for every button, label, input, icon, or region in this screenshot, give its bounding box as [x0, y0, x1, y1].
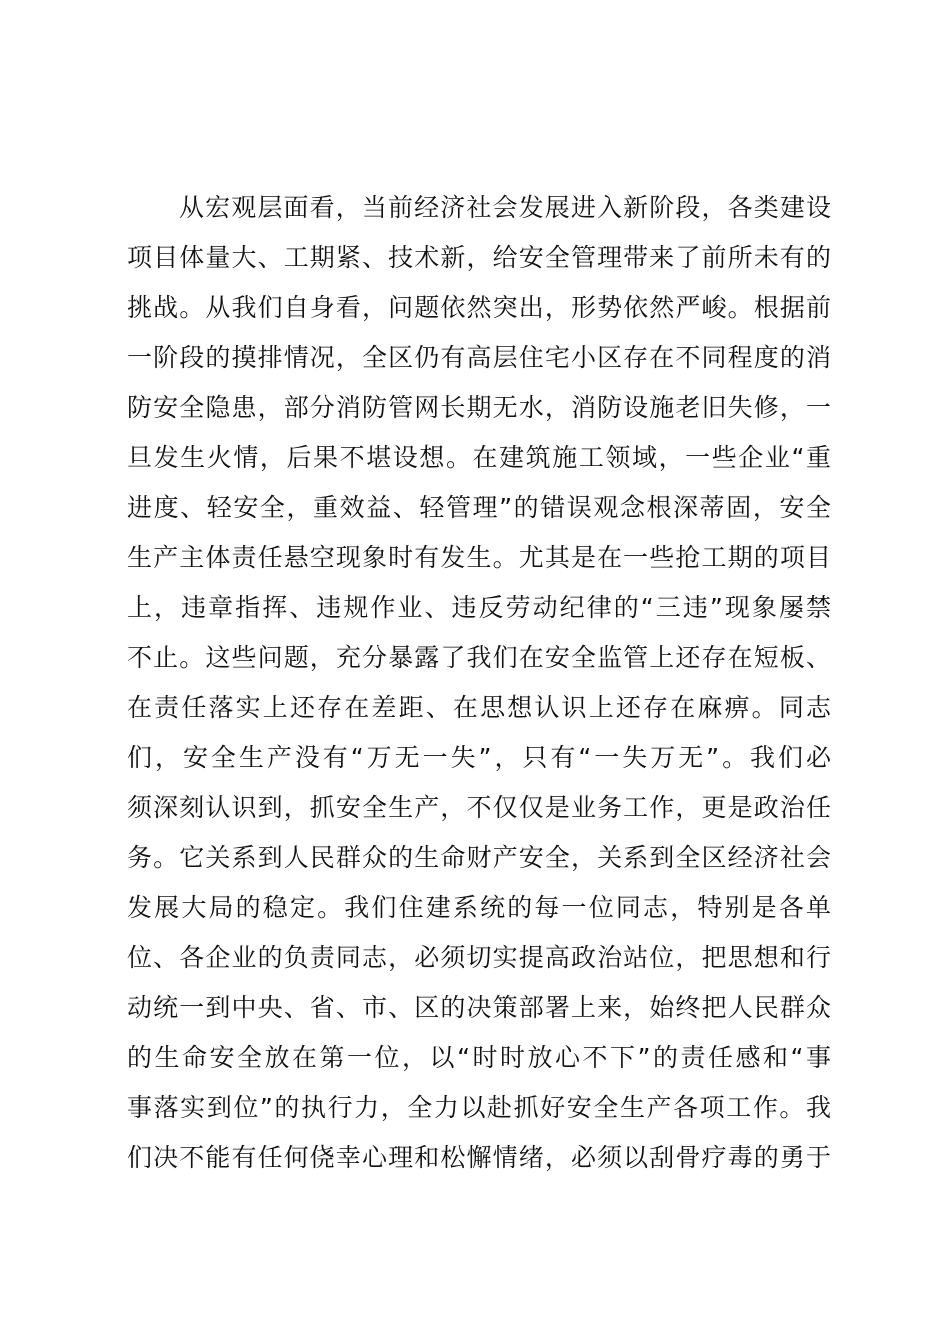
- paragraph-line: 进度、轻安全，重效益、轻管理”的错误观念根深蒂固，安全: [127, 493, 831, 522]
- paragraph-line: 不止。这些问题，充分暴露了我们在安全监管上还存在短板、: [127, 643, 831, 672]
- paragraph-line: 挑战。从我们自身看，问题依然突出，形势依然严峻。根据前: [127, 293, 831, 322]
- paragraph-line: 防安全隐患，部分消防管网长期无水，消防设施老旧失修，一: [127, 393, 831, 422]
- paragraph-line: 在责任落实上还存在差距、在思想认识上还存在麻痹。同志: [127, 693, 831, 722]
- paragraph-line: 们，安全生产没有“万无一失”，只有“一失万无”。我们必: [127, 743, 831, 772]
- paragraph-line: 发展大局的稳定。我们住建系统的每一位同志，特别是各单: [127, 893, 831, 922]
- paragraph-line: 上，违章指挥、违规作业、违反劳动纪律的“三违”现象屡禁: [127, 593, 831, 622]
- paragraph-line: 事落实到位”的执行力，全力以赴抓好安全生产各项工作。我: [127, 1093, 831, 1122]
- paragraph-line: 务。它关系到人民群众的生命财产安全，关系到全区经济社会: [127, 843, 831, 872]
- paragraph-line: 旦发生火情，后果不堪设想。在建筑施工领域，一些企业“重: [127, 443, 831, 472]
- paragraph-line: 从宏观层面看，当前经济社会发展进入新阶段，各类建设: [179, 193, 831, 222]
- paragraph-line: 动统一到中央、省、市、区的决策部署上来，始终把人民群众: [127, 993, 831, 1022]
- paragraph-line: 们决不能有任何侥幸心理和松懈情绪，必须以刮骨疗毒的勇于: [127, 1143, 831, 1172]
- paragraph-line: 的生命安全放在第一位，以“时时放心不下”的责任感和“事: [127, 1043, 831, 1072]
- paragraph-line: 位、各企业的负责同志，必须切实提高政治站位，把思想和行: [127, 943, 831, 972]
- paragraph-line: 一阶段的摸排情况，全区仍有高层住宅小区存在不同程度的消: [127, 343, 831, 372]
- paragraph-line: 项目体量大、工期紧、技术新，给安全管理带来了前所未有的: [127, 243, 831, 272]
- paragraph-line: 须深刻认识到，抓安全生产，不仅仅是业务工作，更是政治任: [127, 793, 831, 822]
- paragraph-line: 生产主体责任悬空现象时有发生。尤其是在一些抢工期的项目: [127, 543, 831, 572]
- body-paragraph: [127, 183, 831, 1183]
